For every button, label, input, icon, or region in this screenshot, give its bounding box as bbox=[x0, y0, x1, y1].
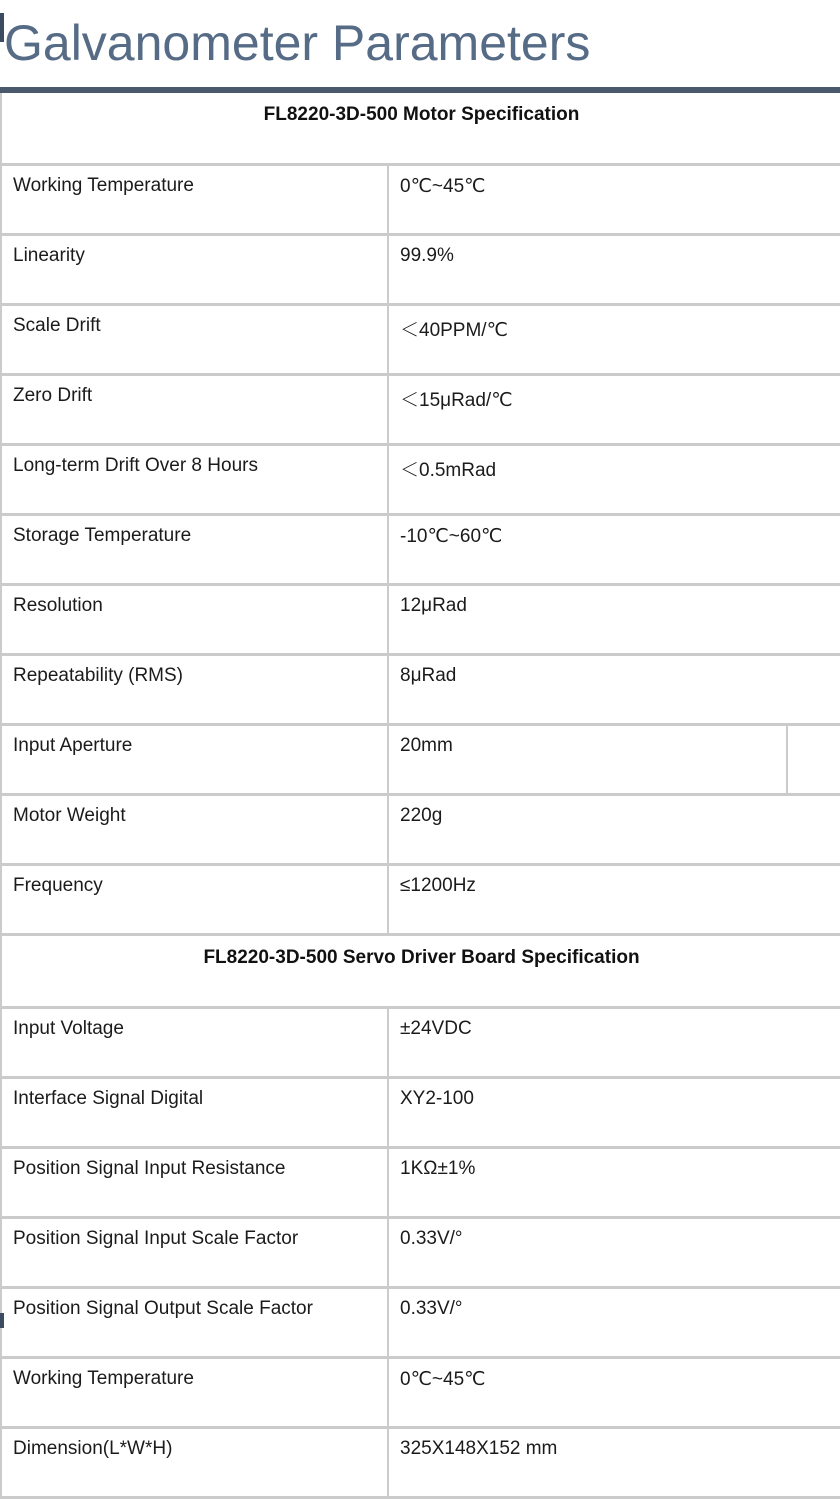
table-row bbox=[1, 305, 840, 375]
spec-value: 12μRad bbox=[388, 585, 840, 655]
table-row bbox=[1, 585, 840, 655]
spec-value: ±24VDC bbox=[388, 1008, 840, 1078]
table-row bbox=[1, 1148, 840, 1218]
table-row bbox=[1, 725, 840, 795]
table-row bbox=[1, 1008, 840, 1078]
spec-table bbox=[0, 93, 840, 1499]
spec-label: Working Temperature bbox=[1, 1358, 388, 1428]
spec-value: 0℃~45℃ bbox=[388, 1358, 840, 1428]
table-row bbox=[1, 795, 840, 865]
servo-section-title: FL8220-3D-500 Servo Driver Board Specification bbox=[1, 935, 840, 1008]
spec-value: ＜15μRad/℃ bbox=[388, 375, 840, 445]
spec-label: Frequency bbox=[1, 865, 388, 935]
left-edge-mark-bottom bbox=[0, 1313, 4, 1328]
spec-label: Dimension(L*W*H) bbox=[1, 1428, 388, 1498]
table-row bbox=[1, 1428, 840, 1498]
spec-value: 8μRad bbox=[388, 655, 840, 725]
spec-value: 1KΩ±1% bbox=[388, 1148, 840, 1218]
spec-value: ＜40PPM/℃ bbox=[388, 305, 840, 375]
spec-value: 99.9% bbox=[388, 235, 840, 305]
motor-section-title: FL8220-3D-500 Motor Specification bbox=[1, 93, 840, 165]
spec-label: Zero Drift bbox=[1, 375, 388, 445]
motor-section-header-row bbox=[1, 93, 840, 165]
table-row bbox=[1, 865, 840, 935]
page bbox=[0, 13, 840, 1459]
spec-label: Position Signal Input Scale Factor bbox=[1, 1218, 388, 1288]
table-row bbox=[1, 515, 840, 585]
table-row bbox=[1, 1218, 840, 1288]
spec-label: Interface Signal Digital bbox=[1, 1078, 388, 1148]
table-row bbox=[1, 375, 840, 445]
table-row bbox=[1, 1078, 840, 1148]
spec-extra-cell bbox=[787, 725, 840, 795]
spec-value: 0.33V/° bbox=[388, 1218, 840, 1288]
table-row bbox=[1, 655, 840, 725]
left-edge-mark-top bbox=[0, 13, 4, 42]
spec-value: -10℃~60℃ bbox=[388, 515, 840, 585]
spec-value: XY2-100 bbox=[388, 1078, 840, 1148]
spec-label: Repeatability (RMS) bbox=[1, 655, 388, 725]
spec-label: Long-term Drift Over 8 Hours bbox=[1, 445, 388, 515]
spec-label: Input Voltage bbox=[1, 1008, 388, 1078]
spec-label: Linearity bbox=[1, 235, 388, 305]
spec-value: 0℃~45℃ bbox=[388, 165, 840, 235]
spec-label: Scale Drift bbox=[1, 305, 388, 375]
table-row bbox=[1, 1358, 840, 1428]
page-title: Galvanometer Parameters bbox=[4, 15, 591, 71]
table-row bbox=[1, 165, 840, 235]
spec-label: Position Signal Output Scale Factor bbox=[1, 1288, 388, 1358]
spec-label: Motor Weight bbox=[1, 795, 388, 865]
spec-label: Position Signal Input Resistance bbox=[1, 1148, 388, 1218]
spec-value: 325X148X152 mm bbox=[388, 1428, 840, 1498]
spec-label: Resolution bbox=[1, 585, 388, 655]
table-row bbox=[1, 445, 840, 515]
spec-value: ＜0.5mRad bbox=[388, 445, 840, 515]
spec-value: 220g bbox=[388, 795, 840, 865]
spec-value: 0.33V/° bbox=[388, 1288, 840, 1358]
spec-value: 20mm bbox=[388, 725, 787, 795]
table-row bbox=[1, 235, 840, 305]
spec-label: Storage Temperature bbox=[1, 515, 388, 585]
servo-section-header-row bbox=[1, 935, 840, 1008]
spec-value: ≤1200Hz bbox=[388, 865, 840, 935]
table-row bbox=[1, 1288, 840, 1358]
spec-label: Input Aperture bbox=[1, 725, 388, 795]
spec-label: Working Temperature bbox=[1, 165, 388, 235]
